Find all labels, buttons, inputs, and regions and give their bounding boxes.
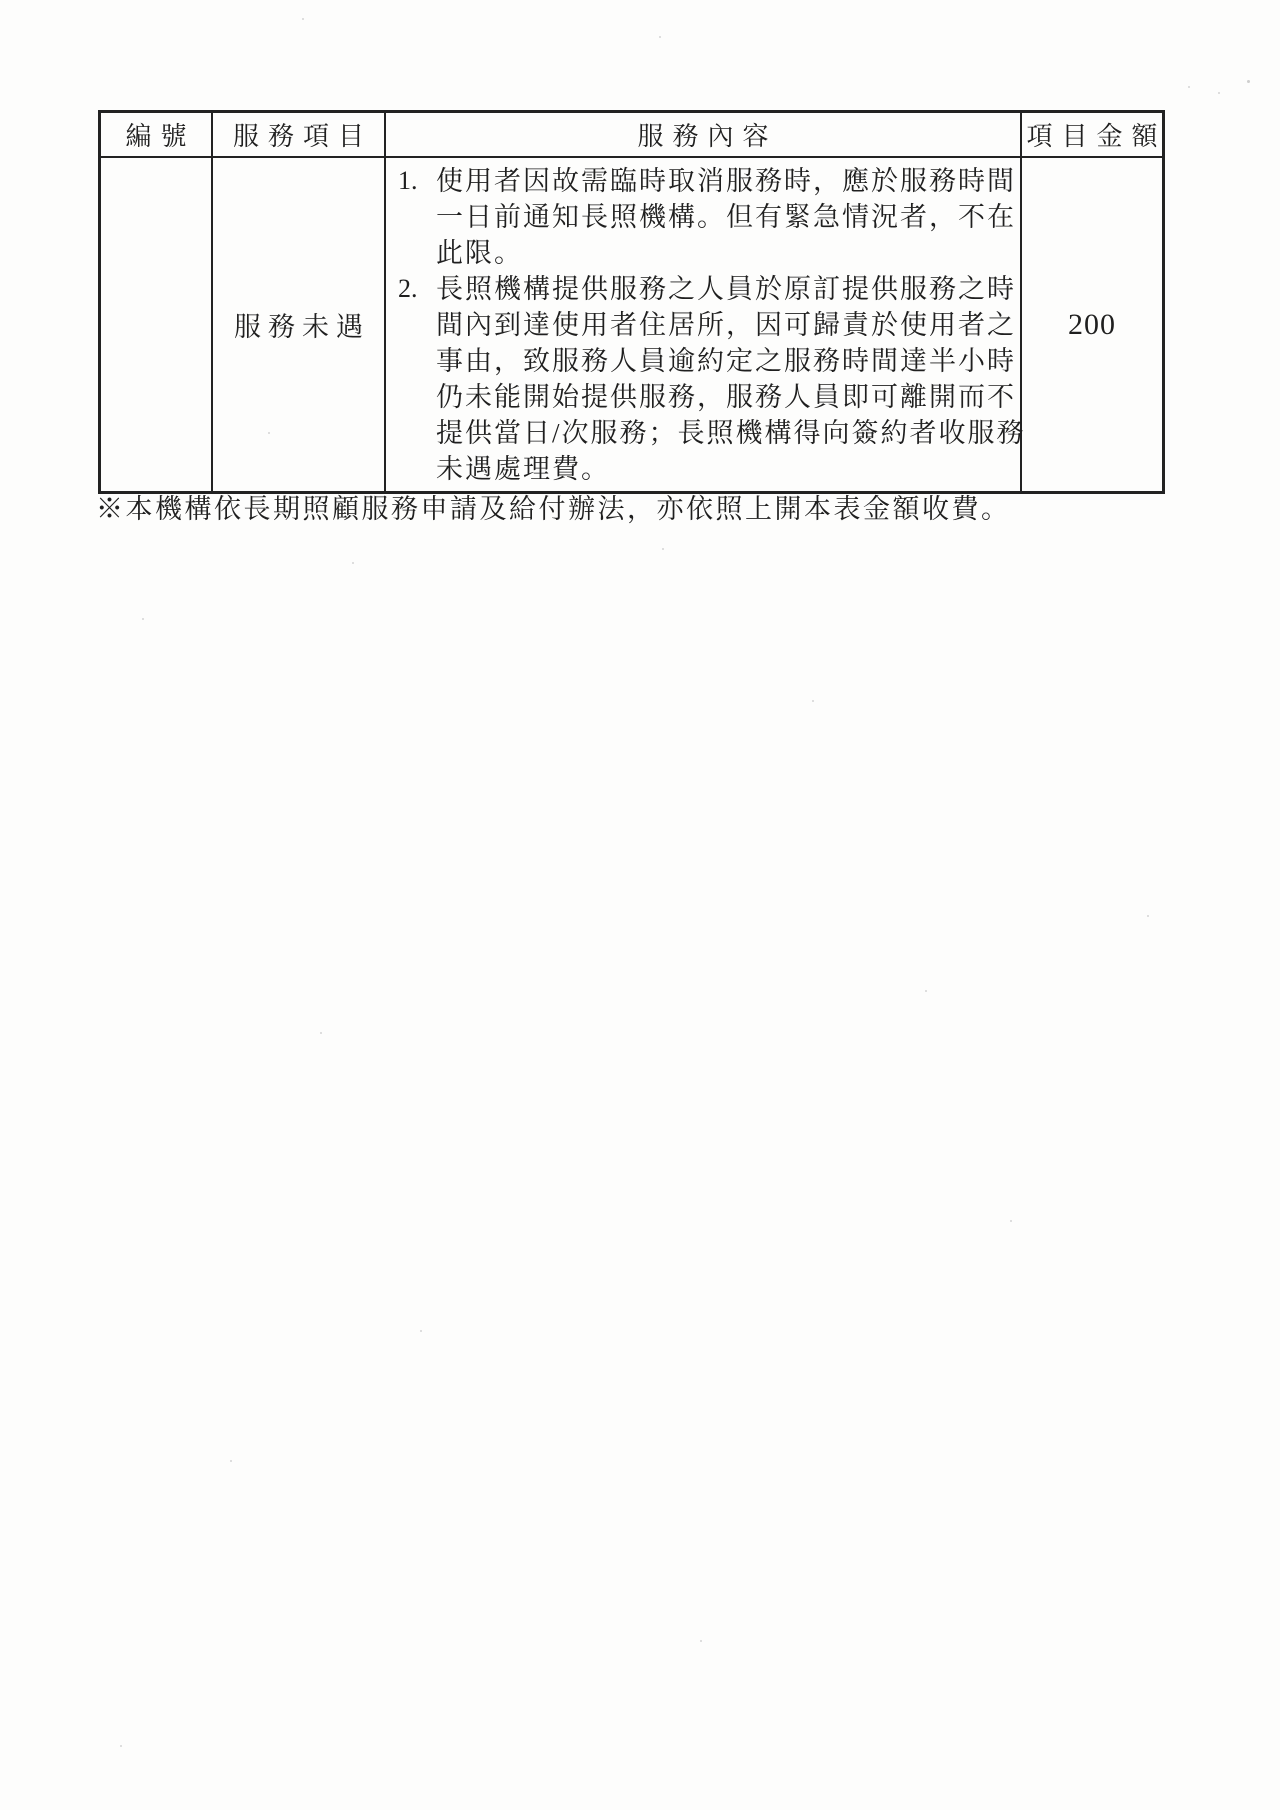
header-cell-service-item [213,113,386,158]
item-lines [436,163,1016,271]
header-label-service-item: 服務項目 [232,122,373,151]
scan-speckle [230,1460,232,1462]
scan-speckle [352,562,354,564]
row-cell-service-content [386,158,1026,491]
item-number: 1. [398,166,418,195]
content-line: 提供當日/次服務；長照機構得向簽約者收服務 [436,418,1026,448]
list-item [396,271,1026,487]
header-label-amount: 項目金額 [1026,122,1167,151]
header-cell-service-content [386,113,1022,158]
scan-speckle [120,1745,122,1747]
scan-speckle [1147,915,1149,917]
scan-speckle [268,432,270,434]
content-line: 此限。 [436,238,523,268]
content-line: 未遇處理費。 [436,454,610,484]
service-item-value: 服務未遇 [234,312,370,342]
content-line: 事由，致服務人員逾約定之服務時間達半小時 [436,346,1016,376]
content-line: 使用者因故需臨時取消服務時，應於服務時間 [436,166,1016,196]
scan-speckle [142,618,144,620]
list-item [396,163,1014,271]
amount-value: 200 [1068,307,1116,341]
row-cell-service-item [213,158,386,491]
item-number: 2. [398,274,418,303]
scan-speckle [1010,1220,1012,1222]
row-cell-id [101,158,213,491]
scan-speckle [1247,80,1250,83]
content-line: 一日前通知長照機構。但有緊急情況者，不在 [436,202,1016,232]
header-cell-id [101,113,213,158]
scan-speckle [925,990,927,992]
scan-speckle [659,36,661,38]
header-label-id: 編號 [125,122,196,151]
header-cell-amount [1022,113,1167,158]
header-label-service-content: 服務內容 [637,122,778,151]
scan-speckle [1188,86,1190,88]
scan-speckle [420,1330,422,1332]
content-line: 長照機構提供服務之人員於原訂提供服務之時 [436,274,1016,304]
scan-speckle [1218,92,1220,94]
item-lines [436,271,1026,487]
scan-speckle [812,700,814,702]
footnote: ※本機構依長期照顧服務申請及給付辦法，亦依照上開本表金額收費。 [96,494,1011,524]
content-line: 仍未能開始提供服務，服務人員即可離開而不 [436,382,1016,412]
scan-speckle [662,548,664,550]
content-line: 間內到達使用者住居所，因可歸責於使用者之 [436,310,1016,340]
row-cell-amount [1022,158,1162,491]
scan-speckle [302,18,304,20]
scan-speckle [700,1640,702,1642]
scan-speckle [320,1032,322,1034]
fee-table [98,110,1165,494]
